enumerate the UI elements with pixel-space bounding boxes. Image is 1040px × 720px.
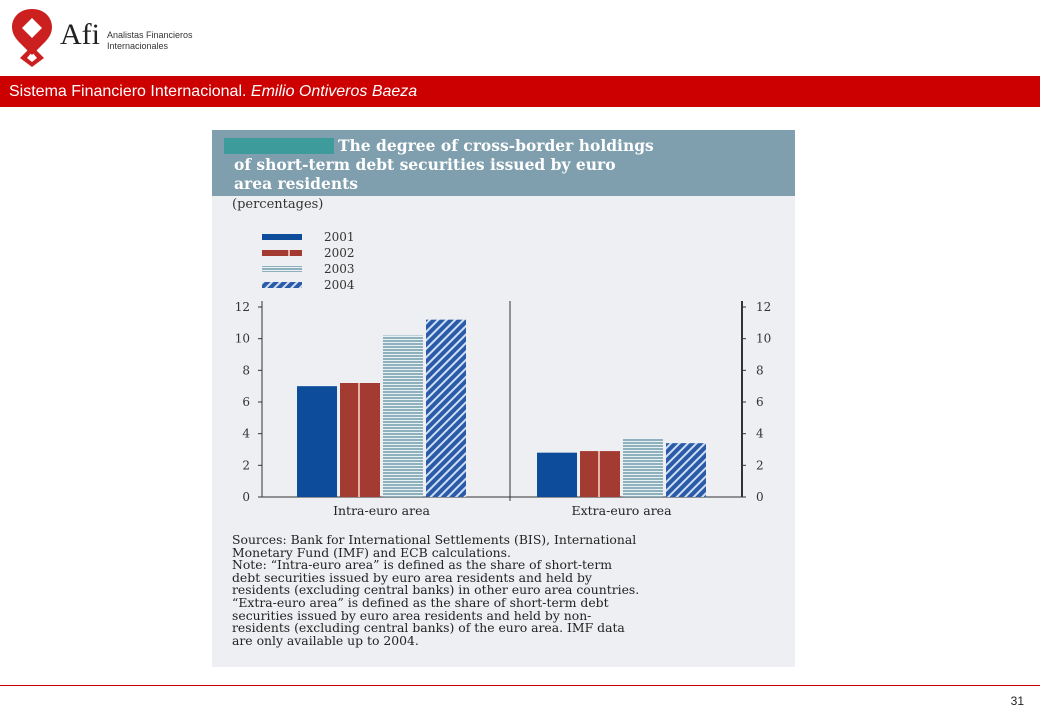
category-label: Intra-euro area <box>333 503 430 518</box>
legend-label: 2002 <box>324 246 355 260</box>
y-tick-label-right: 10 <box>756 331 772 346</box>
footer-divider <box>0 685 1040 686</box>
bar <box>383 336 423 498</box>
figure-title-text1: The degree of cross-border holdings <box>338 136 654 155</box>
legend-swatch <box>262 250 302 256</box>
y-tick-label-left: 10 <box>234 331 250 346</box>
note-line: Monetary Fund (IMF) and ECB calculations. <box>232 544 511 560</box>
note-line: “Extra-euro area” is defined as the share of short-term debt <box>232 594 609 610</box>
chart-legend <box>262 229 382 293</box>
afi-logo-mark-icon <box>6 6 58 68</box>
y-tick-label-left: 8 <box>242 363 250 378</box>
y-tick-label-left: 0 <box>242 490 250 504</box>
y-tick-label-right: 2 <box>756 458 764 473</box>
page-number: 31 <box>1010 694 1024 708</box>
bar <box>666 443 706 497</box>
banner-title: Sistema Financiero Internacional. <box>9 83 247 100</box>
y-tick-label-right: 8 <box>756 363 764 378</box>
figure-header <box>212 130 795 196</box>
note-line: residents (excluding central banks) of the euro area. IMF data <box>232 620 625 636</box>
figure-subtitle: (percentages) <box>232 197 324 212</box>
y-tick-label-left: 4 <box>242 426 250 441</box>
note-line: residents (excluding central banks) in other euro area countries. <box>232 582 640 598</box>
banner-author: Emilio Ontiveros Baeza <box>250 83 418 100</box>
bar <box>580 451 620 497</box>
logo-subtitle-line1: Analistas Financieros <box>107 30 193 40</box>
legend-swatch <box>262 282 302 288</box>
legend-item <box>262 229 382 245</box>
title-banner <box>0 76 1040 107</box>
note-line: Sources: Bank for International Settlements (BIS), International <box>232 532 637 547</box>
bar <box>297 386 337 497</box>
y-tick-label-right: 6 <box>756 395 764 409</box>
legend-item <box>262 261 382 277</box>
category-label: Extra-euro area <box>571 503 672 518</box>
note-line: are only available up to 2004. <box>232 632 419 648</box>
bar <box>340 383 380 497</box>
y-tick-label-left: 12 <box>234 300 250 314</box>
note-line: securities issued by euro area residents and held by non- <box>232 607 592 623</box>
legend-label: 2003 <box>324 262 355 276</box>
bar-chart <box>212 290 795 530</box>
note-line: debt securities issued by euro area residents and held by <box>232 569 592 585</box>
figure-title <box>234 136 784 193</box>
legend-item <box>262 245 382 261</box>
bar <box>623 438 663 497</box>
y-tick-label-right: 0 <box>756 490 764 504</box>
legend-label: 2001 <box>324 230 355 244</box>
figure-panel <box>212 130 795 667</box>
y-tick-label-left: 6 <box>242 395 250 409</box>
legend-swatch <box>262 234 302 240</box>
figure-notes <box>232 534 780 647</box>
bar <box>426 320 466 497</box>
bar <box>537 453 577 497</box>
figure-title-line2: of short-term debt securities issued by euro <box>234 155 616 174</box>
legend-swatch <box>262 266 302 272</box>
logo-wordmark: Afi <box>60 18 100 51</box>
note-line: Note: “Intra-euro area” is defined as the share of short-term <box>232 557 613 573</box>
logo-subtitle-line2: Internacionales <box>107 41 169 51</box>
legend-label: 2004 <box>324 278 355 292</box>
y-tick-label-left: 2 <box>242 458 250 473</box>
figure-title-line1 <box>234 136 784 155</box>
figure-title-line3: area residents <box>234 174 359 193</box>
y-tick-label-right: 12 <box>756 300 772 314</box>
y-tick-label-right: 4 <box>756 426 764 441</box>
logo-subtitle <box>107 30 217 52</box>
